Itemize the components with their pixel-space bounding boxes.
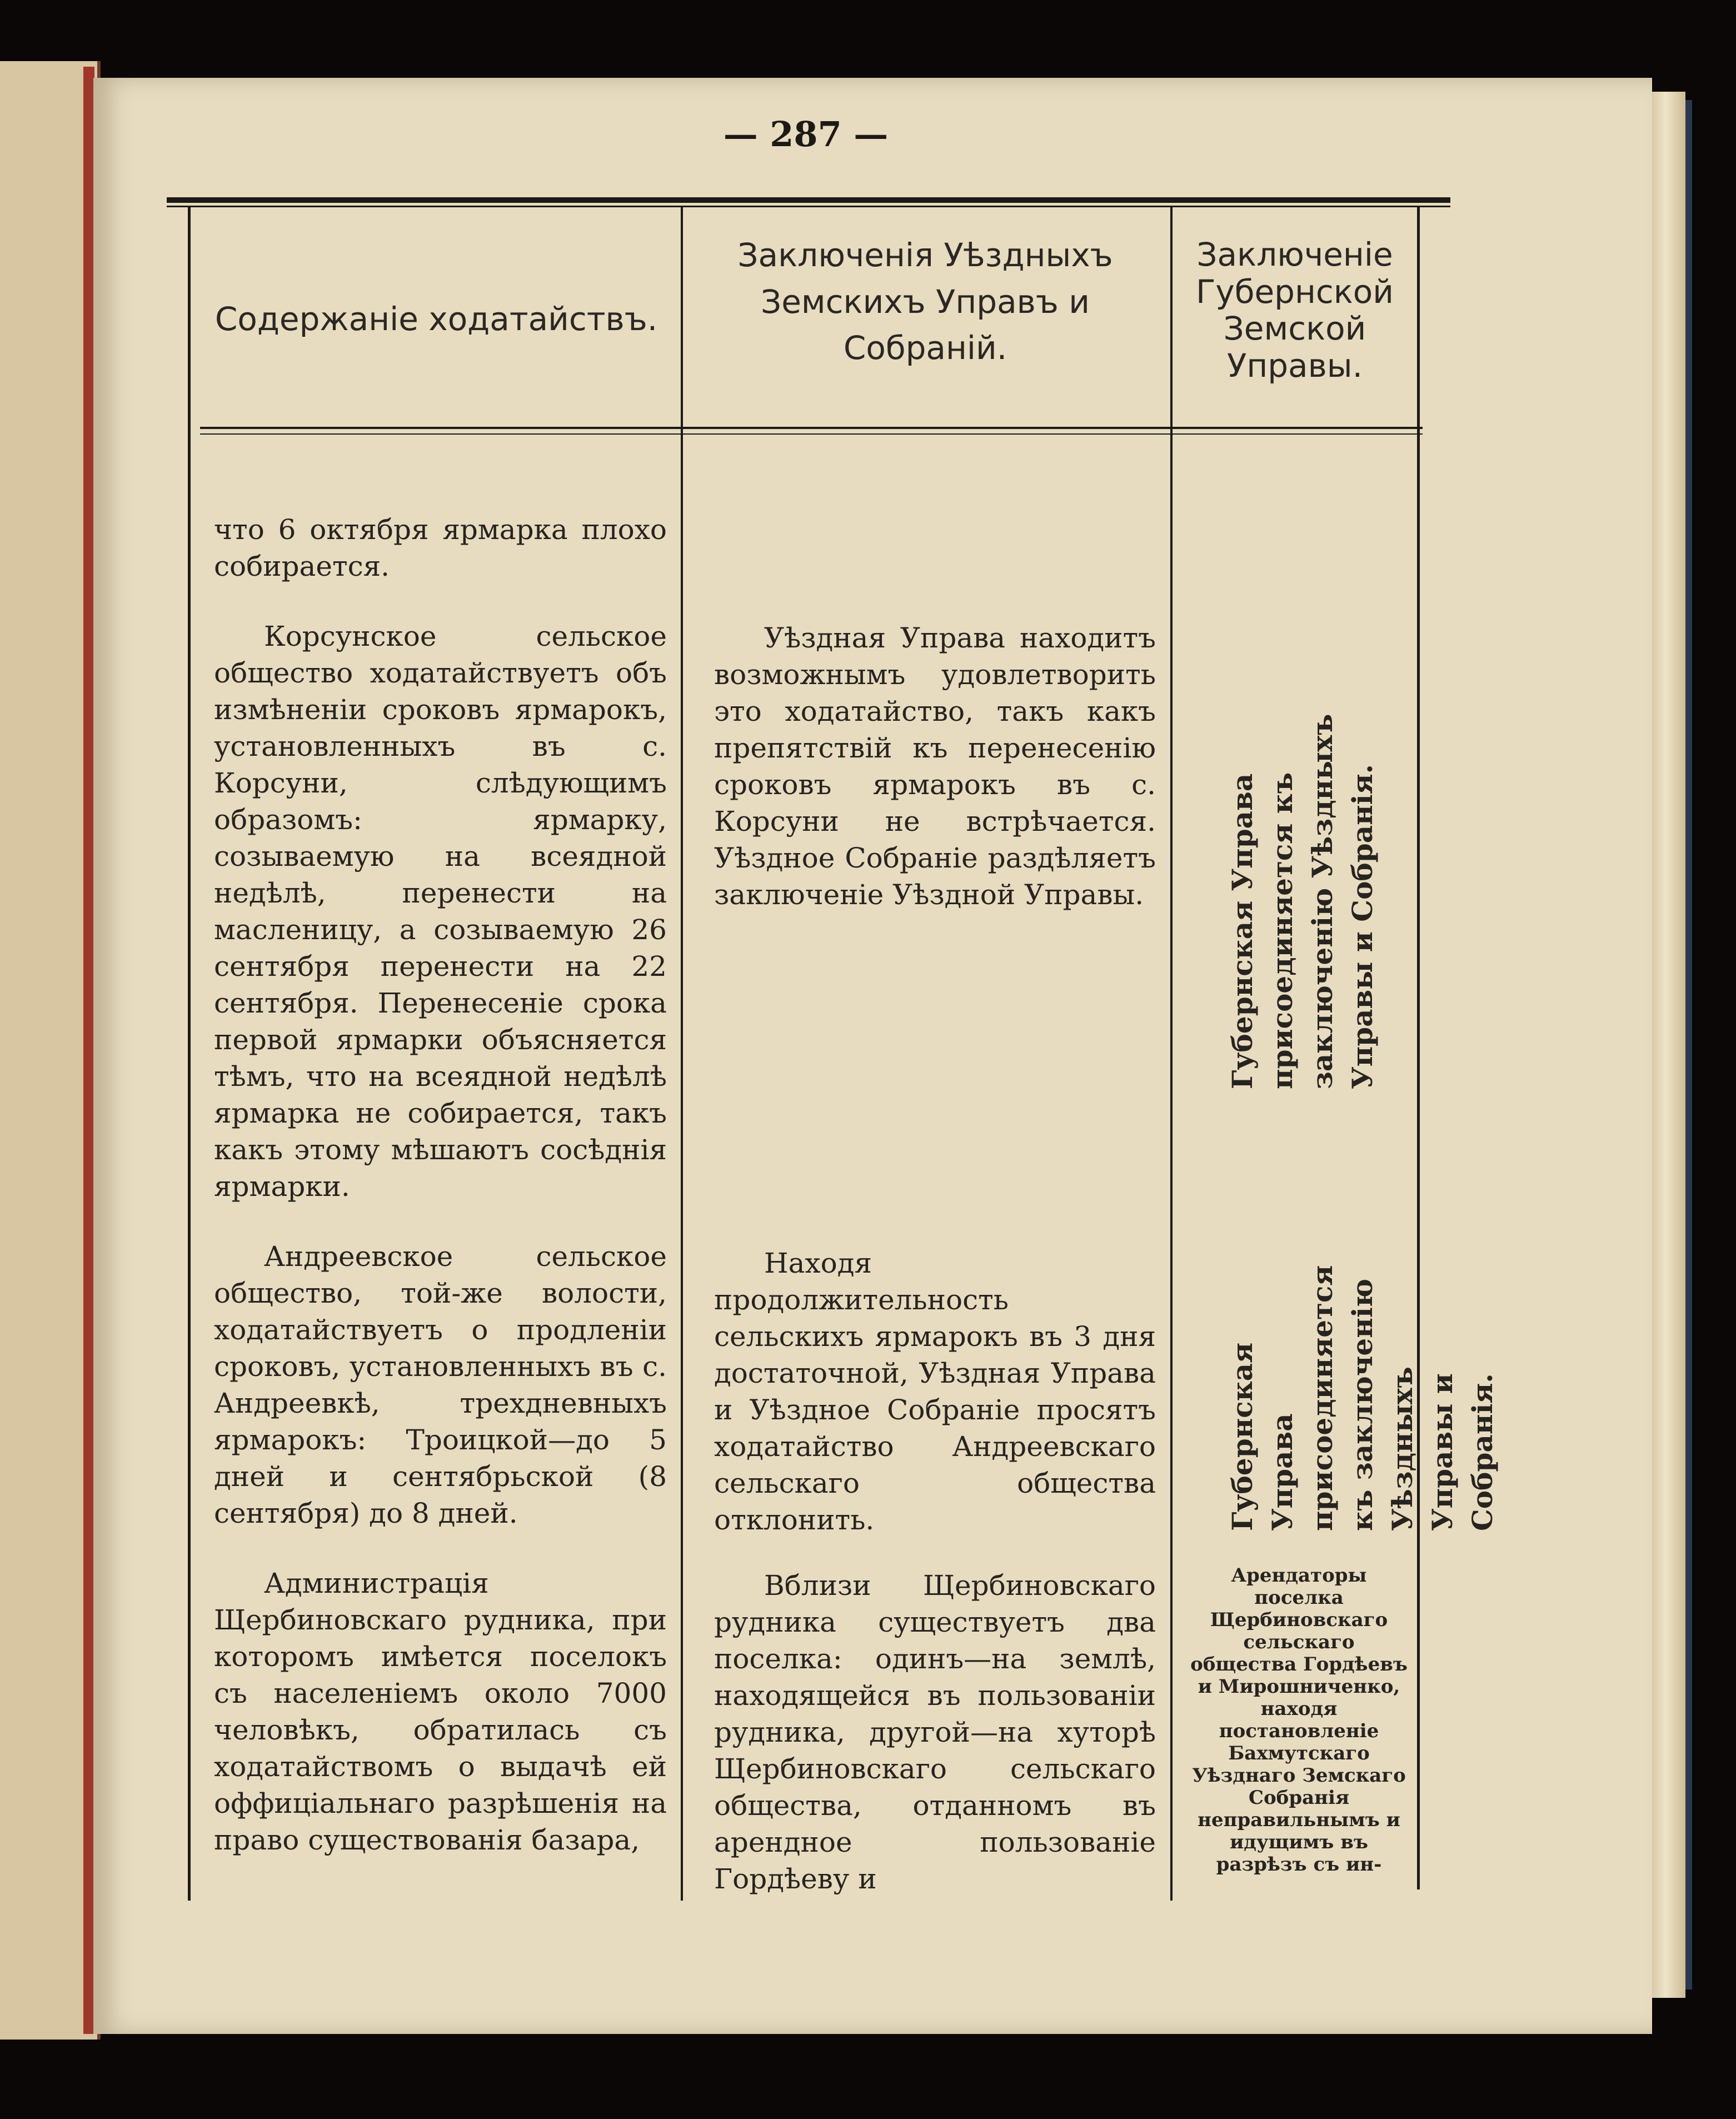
header-line: Собраній. (843, 329, 1007, 367)
paragraph: Находя продолжительность сельскихъ ярмарокъ въ 3 дня достаточной, Уѣздная Управа и Уѣздное Собраніе просятъ ходатайство Андреевскаго сельскаго общества отклонить. (714, 1247, 1156, 1536)
header-line: Земскихъ Управъ и (761, 282, 1090, 321)
top-rule-thin (167, 206, 1450, 207)
header-bottom-rule-2 (200, 433, 1423, 435)
header-contents (200, 300, 672, 339)
header-line: Управы. (1226, 347, 1363, 385)
provincial-small-note: Арендаторы поселка Щербиновскаго сельскаго общества Гордѣевъ и Мирошниченко, находя постановленіе Бахмутскаго Уѣзднаго Земскаго Собранія неправильнымъ и идущимъ въ разрѣзъ съ ин- (1190, 1564, 1408, 1876)
col-divider-left (188, 206, 191, 1901)
paragraph: что 6 октября ярмарка плохо собирается. (214, 513, 667, 582)
paragraph: Андреевское сельское общество, той-же волости, ходатайствуетъ о продленіи сроковъ, установленныхъ въ с. Андреевкѣ, трехдневныхъ ярмарокъ: Троицкой—до 5 дней и сентябрьской (8 сентября) до 8 дней. (214, 1240, 667, 1529)
paragraph: Администрація Щербиновскаго рудника, при которомъ имѣется поселокъ съ населеніемъ около 7000 человѣкъ, обратилась съ ходатайствомъ о выдачѣ ей оффиціальнаго разрѣшенія на право существованія базара, (214, 1567, 667, 1856)
provincial-conclusion-vertical-1: Губернская Управа присоединяется къ заключенію Уѣздныхъ Управы и Собранія. (1226, 714, 1379, 1089)
paragraph: Уѣздная Управа находитъ возможнымъ удовлетворить это ходатайство, такъ какъ препятствій къ перенесенію сроковъ ярмарокъ въ с. Корсуни не встрѣчается. Уѣздное Собраніе раздѣляетъ заключеніе Уѣздной Управы. (714, 622, 1156, 911)
district-column-block-2 (714, 1245, 1156, 1572)
col-divider-1 (681, 206, 683, 1901)
header-line: Заключенія Уѣздныхъ (737, 236, 1113, 274)
col-divider-2 (1170, 206, 1173, 1901)
header-line: Земской (1223, 310, 1366, 348)
district-column-block-1 (714, 620, 1156, 946)
paragraph: Вблизи Щербиновскаго рудника существуетъ два поселка: одинъ—на землѣ, находящейся въ пользованіи рудника, другой—на хуторѣ Щербиновскаго сельскаго общества, отданномъ въ арендное пользованіе Гордѣеву и (714, 1569, 1156, 1895)
top-rule (167, 197, 1450, 203)
header-contents-text: Содержаніе ходатайствъ. (214, 300, 658, 338)
page-stack (1652, 92, 1685, 1998)
header-district-conclusions (686, 236, 1164, 368)
header-provincial-conclusion (1175, 236, 1414, 385)
page-number: — 287 — (723, 114, 889, 154)
provincial-conclusion-vertical-2: Губернская Управа присоединяется къ заключенію Уѣздныхъ Управы и Собранія. (1226, 1265, 1499, 1531)
book-binding (1685, 100, 1692, 1990)
petitions-column (214, 511, 667, 1892)
header-line: Заключеніе (1196, 236, 1393, 273)
book-cover-edge (83, 67, 94, 2034)
header-line: Губернской (1196, 272, 1394, 311)
paragraph: Корсунское сельское общество ходатайствуетъ объ измѣненіи сроковъ ярмарокъ, установленныхъ въ с. Корсуни, слѣдующимъ образомъ: ярмарку, созываемую на всеядной недѣлѣ, перенести на масленицу, а созываемую 26 сентября перенести на 22 сентября. Перенесеніе срока первой ярмарки объясняется тѣмъ, что на всеядной недѣлѣ ярмарка не собирается, такъ какъ этому мѣшаютъ сосѣднія ярмарки. (214, 620, 667, 1203)
header-bottom-rule (200, 427, 1423, 429)
col-divider-right (1417, 206, 1420, 1889)
district-column-block-3 (714, 1567, 1156, 1931)
